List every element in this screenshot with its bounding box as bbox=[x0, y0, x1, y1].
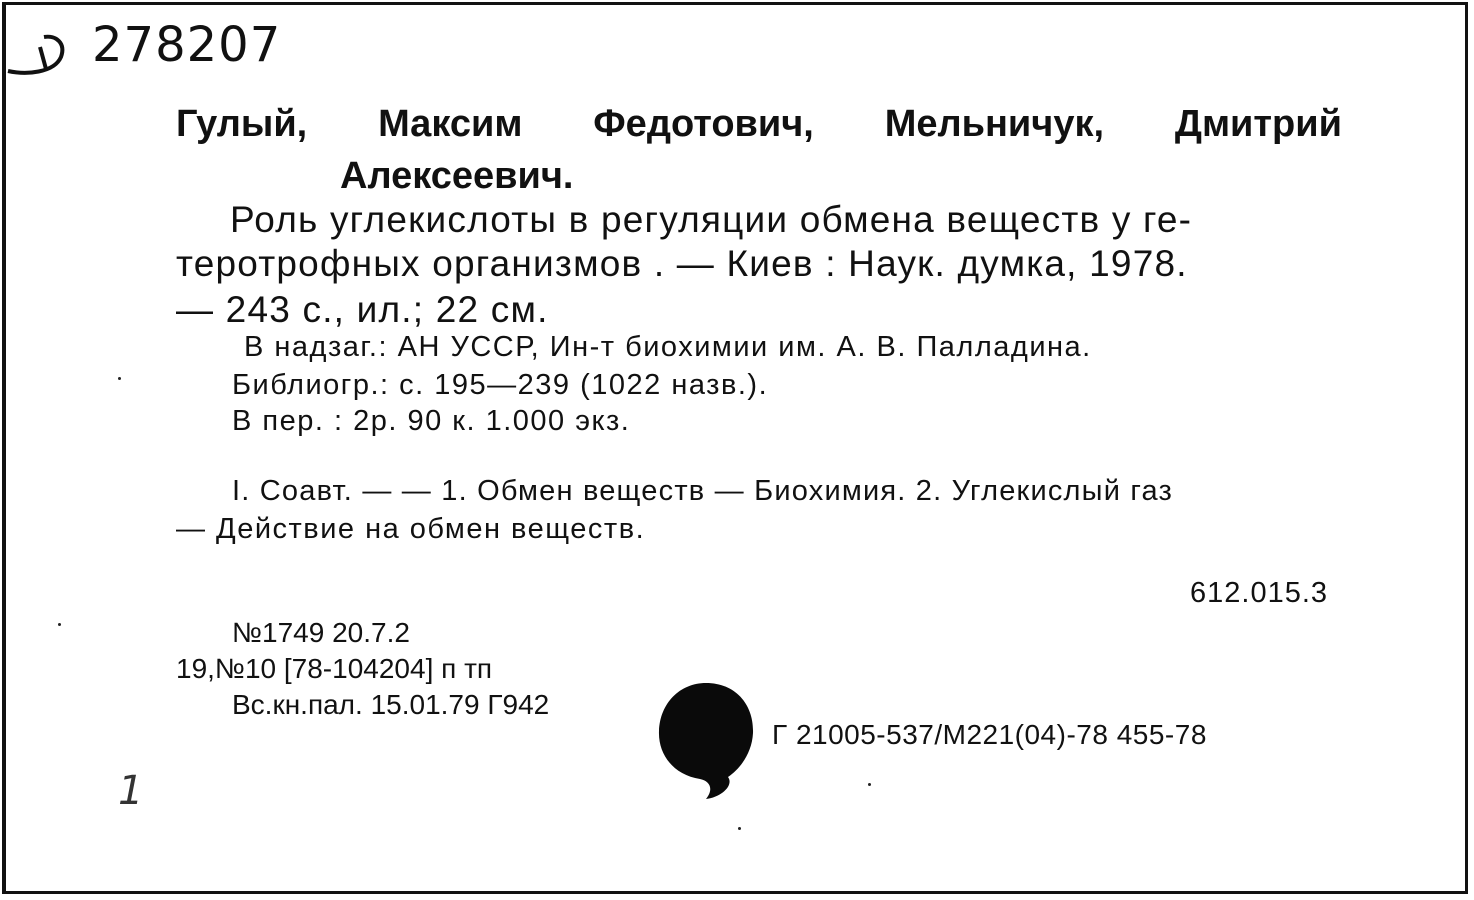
note-line-3: В пер. : 2р. 90 к. 1.000 экз. bbox=[232, 405, 631, 437]
scan-speck bbox=[868, 783, 871, 786]
author-word: Максим bbox=[378, 103, 523, 145]
author-word: Мельничук, bbox=[884, 103, 1105, 145]
ink-blot-mark bbox=[656, 681, 756, 805]
tracing-line-2: — Действие на обмен веществ. bbox=[176, 513, 646, 545]
service-line-2: 19,№10 [78-104204] п тп bbox=[176, 653, 493, 684]
accession-bracket-mark bbox=[6, 23, 76, 81]
catalog-code: Г 21005-537/М221(04)-78 455-78 bbox=[772, 719, 1207, 750]
udc-number: 612.015.3 bbox=[1190, 577, 1329, 609]
service-line-3: Вс.кн.пал. 15.01.79 Г942 bbox=[232, 689, 550, 720]
catalog-card bbox=[2, 2, 1468, 894]
service-line-1: №1749 20.7.2 bbox=[232, 617, 410, 648]
scan-speck bbox=[58, 623, 61, 626]
author-heading-line2: Алексеевич. bbox=[340, 155, 574, 197]
margin-pencil-mark: 1 bbox=[118, 768, 145, 814]
title-line-1: Роль углекислоты в регуляции обмена веществ у ге- bbox=[230, 199, 1193, 240]
tracing-line-1: I. Соавт. — — 1. Обмен веществ — Биохимия. 2. Углекислый газ bbox=[232, 475, 1174, 507]
note-line-2: Библиогр.: с. 195—239 (1022 назв.). bbox=[232, 369, 769, 401]
author-heading-line1 bbox=[176, 105, 1342, 143]
title-line-3: — 243 с., ил.; 22 см. bbox=[176, 289, 549, 330]
author-word: Дмитрий bbox=[1174, 103, 1342, 145]
scan-speck bbox=[738, 827, 741, 830]
author-word: Гулый, bbox=[176, 103, 308, 145]
accession-number: 278207 bbox=[92, 17, 282, 73]
note-line-1: В надзаг.: АН УССР, Ин-т биохимии им. А. В. Палладина. bbox=[244, 331, 1092, 363]
author-word: Федотович, bbox=[593, 103, 814, 145]
title-line-2: теротрофных организмов . — Киев : Наук. думка, 1978. bbox=[176, 243, 1188, 284]
scan-speck bbox=[118, 377, 121, 380]
